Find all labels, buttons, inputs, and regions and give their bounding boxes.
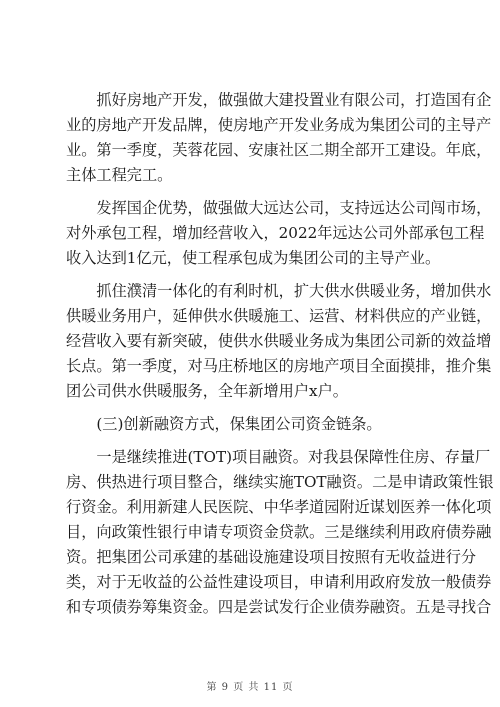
- paragraph: [66, 196, 492, 271]
- text-line: 抓好房地产开发，做强做大建投置业有限公司，打造国有企: [66, 91, 492, 109]
- text-line: 一是继续推进(TOT)项目融资。对我县保障性住房、存量厂: [66, 448, 491, 466]
- paragraph: [66, 88, 492, 188]
- text-line: 目，向政策性银行申请专项资金贷款。三是继续利用政府债券融: [66, 523, 492, 541]
- text-line: 行资金。利用新建人民医院、中华孝道园附近谋划医养一体化项: [66, 498, 492, 516]
- document-body: [66, 88, 494, 628]
- text-line: 抓住濮清一体化的有利时机，扩大供水供暖业务，增加供水: [66, 282, 492, 300]
- text-line: 主体工程完工。: [66, 166, 173, 184]
- paragraph: [66, 412, 434, 437]
- text-line: 团公司供水供暖服务，全年新增用户x户。: [66, 382, 348, 400]
- text-line: 类，对于无收益的公益性建设项目，申请利用政府发放一般债券: [66, 573, 492, 591]
- paragraph: [66, 279, 492, 404]
- text-line: 业。第一季度，芙蓉花园、安康社区二期全部开工建设。年底，: [66, 141, 492, 159]
- text-line: 经营收入要有新突破，使供水供暖业务成为集团公司新的效益增: [66, 332, 492, 350]
- text-line: 业的房地产开发品牌，使房地产开发业务成为集团公司的主导产: [66, 116, 492, 134]
- text-line: 长点。第一季度，对马庄桥地区的房地产项目全面摸排，推介集: [66, 357, 492, 375]
- text-line: 供暖业务用户，延伸供水供暖施工、运营、材料供应的产业链，: [66, 307, 492, 325]
- text-line: 发挥国企优势，做强做大远达公司，支持远达公司闯市场，: [66, 199, 492, 217]
- page-footer: 第 9 页 共 11 页: [206, 682, 294, 693]
- text-line: 和专项债券筹集资金。四是尝试发行企业债券融资。五是寻找合: [66, 598, 492, 616]
- text-line: 收入达到1亿元，使工程承包成为集团公司的主导产业。: [66, 249, 441, 267]
- text-line: 房、供热进行项目整合，继续实施TOT融资。二是申请政策性银: [66, 473, 494, 491]
- text-line: (三)创新融资方式，保集团公司资金链条。: [66, 415, 382, 433]
- paragraph: [66, 445, 494, 620]
- text-line: 资。把集团公司承建的基础设施建设项目按照有无收益进行分: [66, 548, 477, 566]
- text-line: 对外承包工程，增加经营收入，2022年远达公司外部承包工程: [66, 224, 485, 242]
